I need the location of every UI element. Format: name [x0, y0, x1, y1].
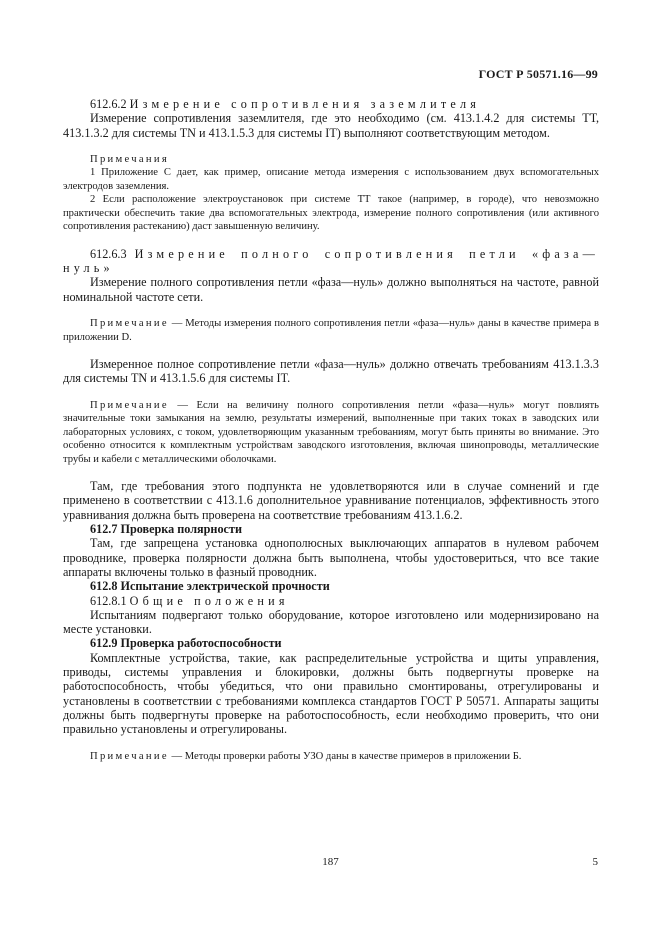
note-3: Примечание — Если на величину полного сопротивления петли «фаза—нуль» могут повлиять значительные токи замыкания на землю, результаты измерений, выполненные при таких токах в заводских или лабораторных условиях, с током, удовлетворяющим указанным требованиям, могут быть приняты во внимание. Это особенно относится к комплектным устройствам заводского изготовления, включая шинопроводы, металлические трубы и кабели с металлическими оболочками. — [63, 399, 599, 465]
note-2: Примечание — Методы измерения полного сопротивления петли «фаза—нуль» даны в качестве примера в приложении D. — [63, 318, 599, 343]
note-item-2: 2 Если расположение электроустановок при системе ТТ такое (например, в городе), что невозможно практически обеспечить такие два вспомогательных электрода, измерение полного сопротивления (или активного сопротивления растеканию) даст завышенную величину. — [63, 194, 599, 233]
section-body-6126: Измерение сопротивления заземлителя, где это необходимо (см. 413.1.4.2 для системы ТТ, 413.1.3.2 для системы TN и 413.1.5.3 для системы IT) выполняют соответствующим методом. — [63, 111, 599, 140]
note-item-1: 1 Приложение С дает, как пример, описание метода измерения с использованием двух вспомогательных электродов заземления. — [63, 167, 599, 192]
notes-label: Примечания — [90, 153, 169, 165]
center-page-number: 187 — [322, 856, 339, 868]
section-heading-6129: 612.9 Проверка работоспособности — [90, 636, 282, 651]
paragraph-measured: Измеренное полное сопротивление петли «фаза—нуль» должно отвечать требованиям 413.1.3.3 для системы TN и 413.1.5.6 для системы IT. — [63, 357, 599, 386]
section-body-6127: Там, где запрещена установка однополюсных выключающих аппаратов в нулевом рабочем проводнике, проверка полярности должна быть выполнена, чтобы удостовериться, что все такие аппараты включены только в фазный проводник. — [63, 536, 599, 579]
right-page-number: 5 — [592, 856, 598, 868]
section-body-6129: Комплектные устройства, такие, как распределительные устройства и щиты управления, приводы, системы управления и блокировки, должны быть подвергнуты проверке на работоспособность, чтобы убедиться, что они правильно смонтированы, отрегулированы и установлены в соответствии с требованиями комплекса стандартов ГОСТ Р 50571. Аппараты защиты должны быть подвергнуты проверке на работоспособность, если необходимо проверить, что они правильно установлены и отрегулированы. — [63, 650, 599, 737]
section-heading-6127: 612.7 Проверка полярности — [90, 522, 242, 537]
note-4: Примечание — Методы проверки работы УЗО даны в качестве примеров в приложении Б. — [90, 750, 522, 762]
section-body-6128: Испытаниям подвергают только оборудование, которое изготовлено или модернизировано на месте установки. — [63, 607, 599, 637]
subsection-heading-6281: 612.8.1 Общие положения — [90, 593, 289, 608]
content-body — [63, 97, 599, 763]
section-heading-6126: 612.6.2 Измерение сопротивления заземлителя — [90, 97, 481, 111]
section-heading-6128: 612.8 Испытание электрической прочности — [90, 579, 330, 594]
document-id: ГОСТ Р 50571.16—99 — [478, 67, 598, 81]
section-heading-6263: 612.6.3 Измерение полного сопротивления петли «фаза—нуль» — [63, 246, 599, 276]
section-body-6263: Измерение полного сопротивления петли «фаза—нуль» должно выполняться на частоте, равной номинальной частоте сети. — [63, 275, 599, 304]
paragraph-where: Там, где требования этого подпункта не удовлетворяются или в случае сомнений и где применено в соответствии с 413.1.6 дополнительное уравнивание потенциалов, эффективность этого уравнивания должна быть проверена на соответствие требованиям 413.1.6.2. — [63, 479, 599, 522]
